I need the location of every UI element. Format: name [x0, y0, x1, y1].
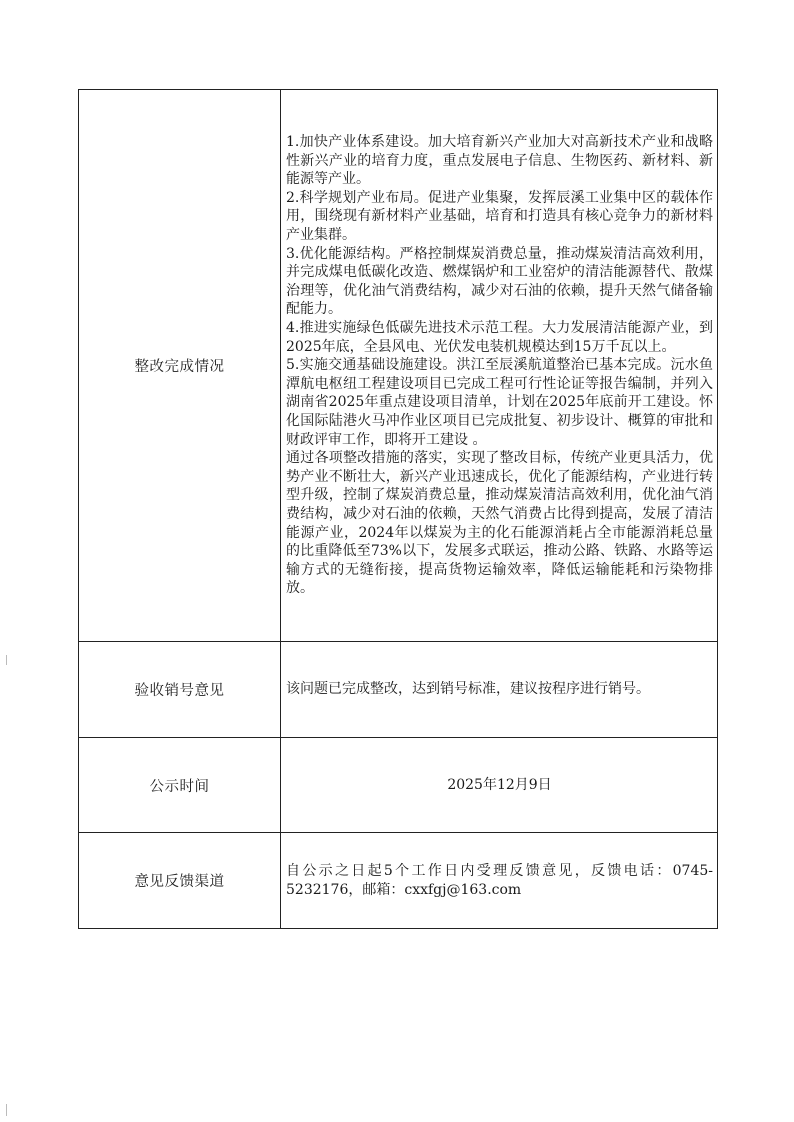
completion-item: 3.优化能源结构。严格控制煤炭消费总量，推动煤炭清洁高效利用，并完成煤电低碳化改造、燃煤锅炉和工业窑炉的清洁能源替代、散煤治理等，优化油气消费结构，减少对石油的依赖，提升天然气储备输配能力。 — [286, 245, 713, 318]
scan-edge-mark — [6, 655, 7, 665]
rectification-form-table — [78, 89, 718, 929]
completion-item: 2.科学规划产业布局。促进产业集聚，发挥辰溪工业集中区的载体作用，围绕现有新材料产业基础，培育和打造具有核心竞争力的新材料产业集群。 — [286, 189, 713, 244]
publicity-row — [79, 738, 718, 833]
completion-item: 1.加快产业体系建设。加大培育新兴产业加大对高新技术产业和战略性新兴产业的培育力度，重点发展电子信息、生物医药、新材料、新能源等产业。 — [286, 134, 713, 188]
scan-edge-mark — [6, 1104, 7, 1116]
completion-item: 5.实施交通基础设施建设。洪江至辰溪航道整治已基本完成。沅水鱼潭航电枢纽工程建设项目已完成工程可行性论证等报告编制，并列入湖南省2025年重点建设项目清单，计划在2025年底前开工建设。怀化国际陆港火马冲作业区项目已完成批复、初步设计、概算的审批和财政评审工作，即将开工建设 。 — [286, 357, 713, 448]
completion-summary: 通过各项整改措施的落实，实现了整改目标，传统产业更具活力，优势产业不断壮大，新兴产业迅速成长，优化了能源结构，产业进行转型升级，控制了煤炭消费总量，推动煤炭清洁高效利用，优化油气消费结构，减少对石油的依赖，天然气消费占比得到提高，发展了清洁能源产业，2024年以煤炭为主的化石能源消耗占全市能源消耗总量的比重降低至73%以下，发展多式联运，推动公路、铁路、水路等运输方式的无缝衔接，提高货物运输效率，降低运输能耗和污染物排放。 — [286, 450, 713, 597]
completion-content — [281, 90, 718, 642]
feedback-row — [79, 833, 718, 929]
completion-label: 整改完成情况 — [79, 90, 281, 642]
completion-item: 4.推进实施绿色低碳先进技术示范工程。大力发展清洁能源产业，到2025年底，全县风电、光伏发电装机规模达到15万千瓦以上。 — [286, 320, 713, 355]
feedback-channel: 自公示之日起5个工作日内受理反馈意见，反馈电话：0745-5232176，邮箱：cxxfgj@163.com — [281, 833, 718, 929]
acceptance-opinion: 该问题已完成整改，达到销号标准，建议按程序进行销号。 — [281, 642, 718, 738]
acceptance-row — [79, 642, 718, 738]
feedback-label: 意见反馈渠道 — [79, 833, 281, 929]
publicity-label: 公示时间 — [79, 738, 281, 833]
publicity-date: 2025年12月9日 — [281, 738, 718, 833]
acceptance-label: 验收销号意见 — [79, 642, 281, 738]
completion-row — [79, 90, 718, 642]
